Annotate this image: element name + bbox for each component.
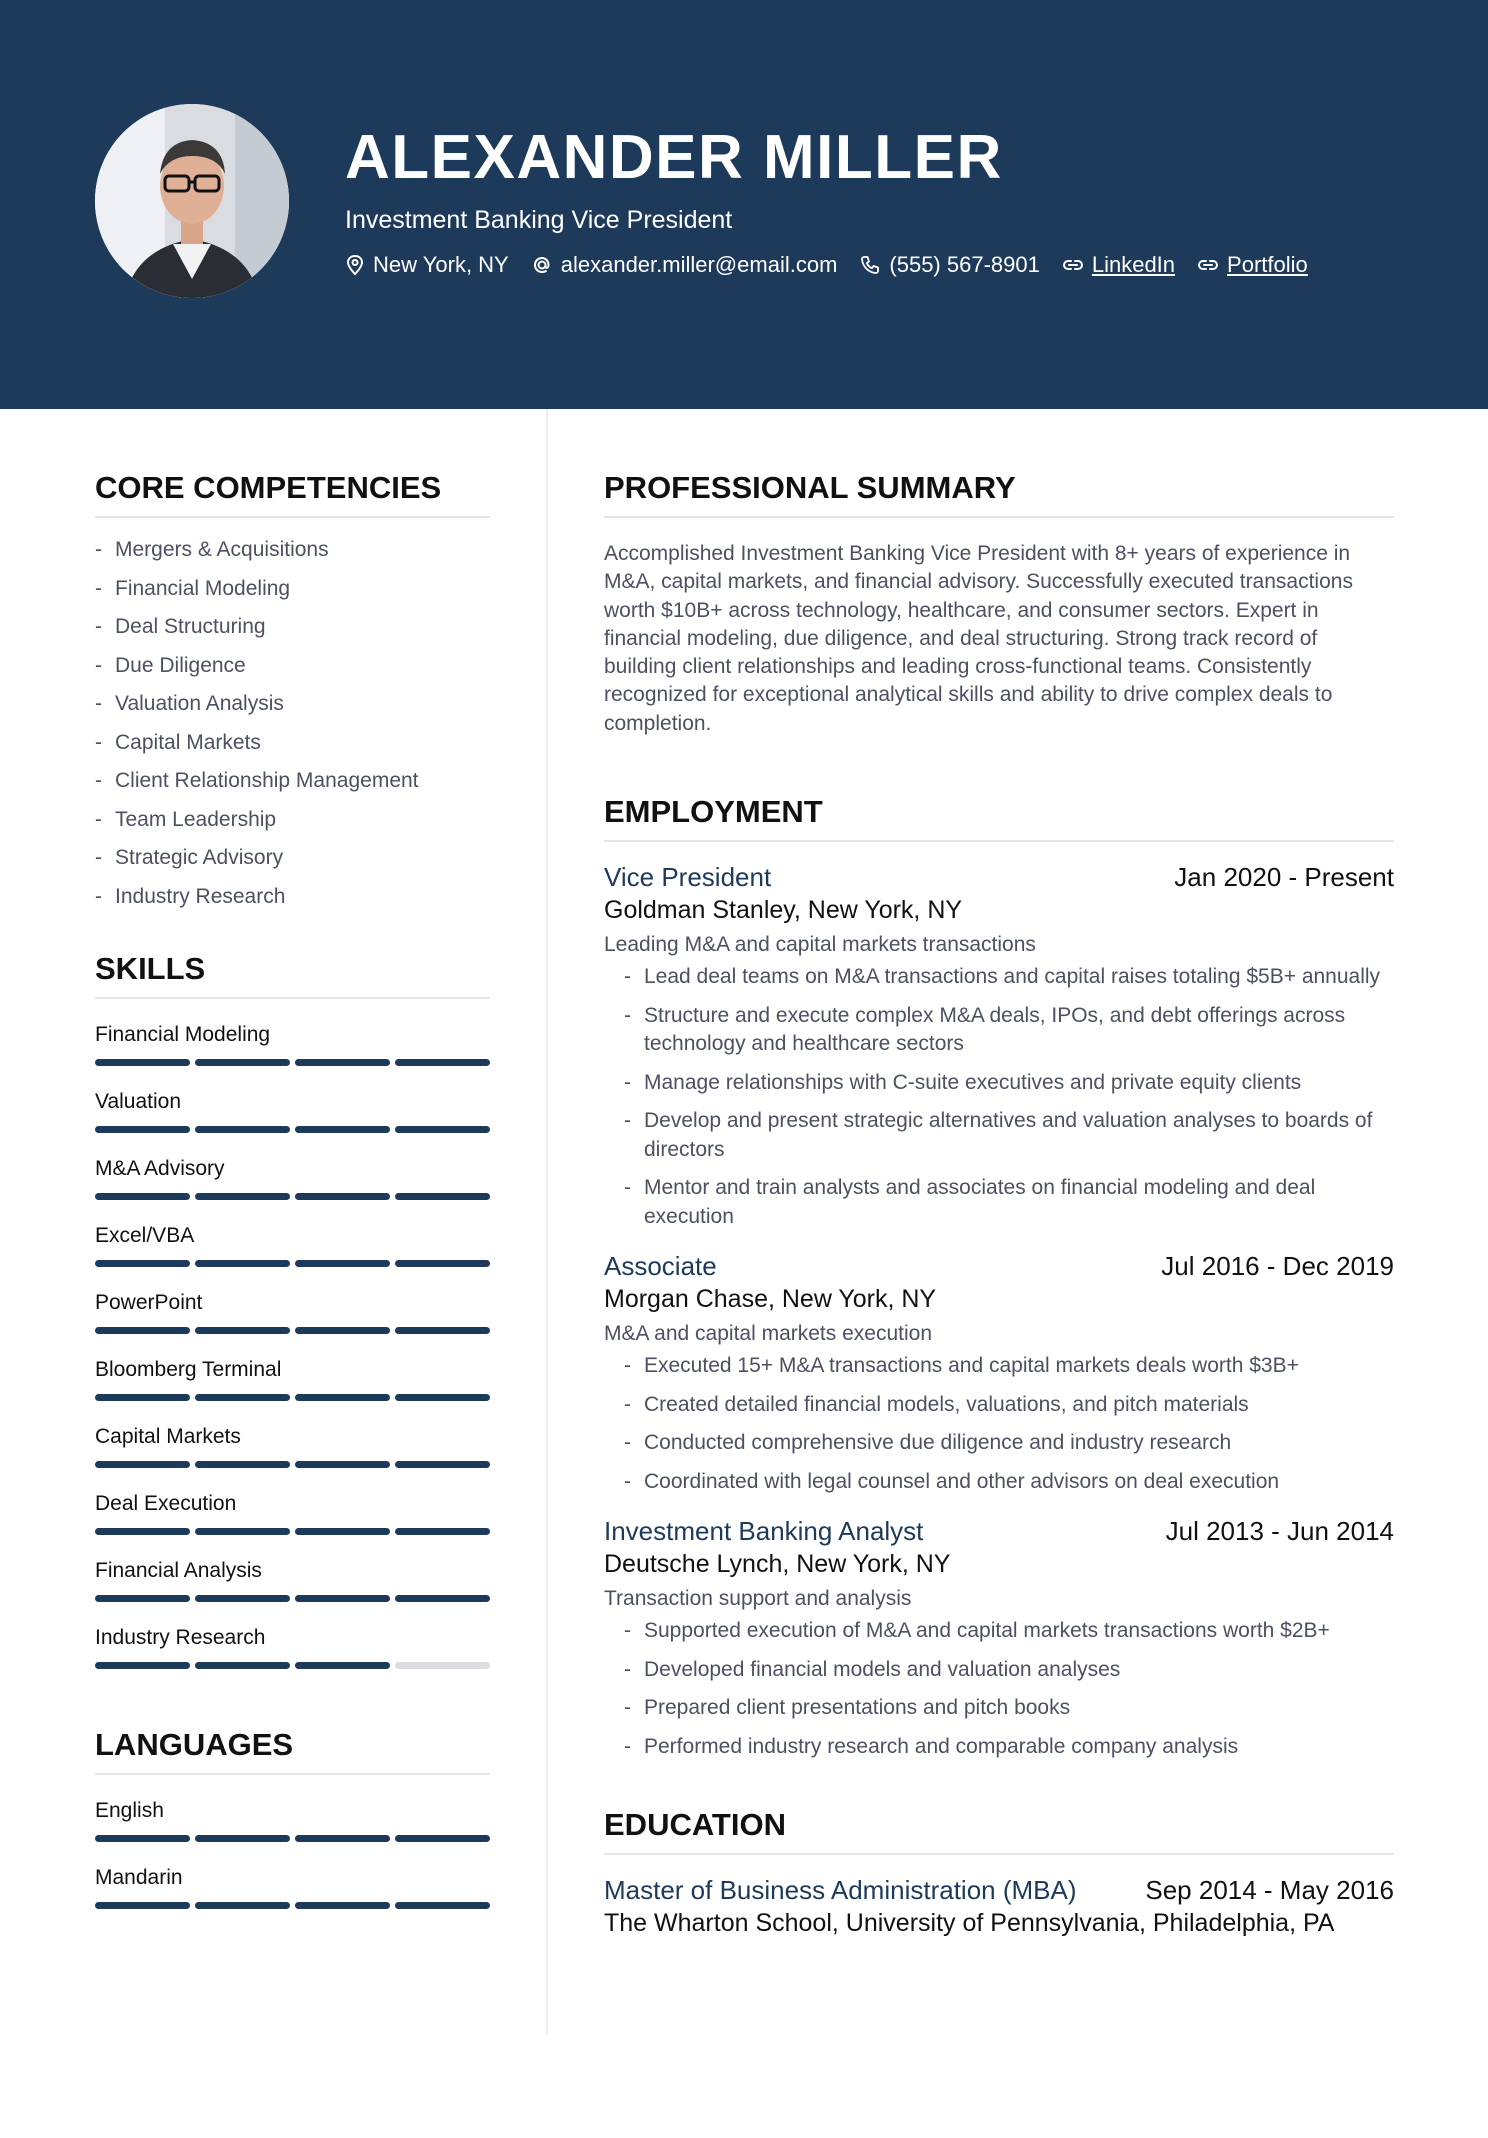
skill-level-bar (95, 1327, 490, 1334)
level-segment-filled (295, 1327, 390, 1334)
location-pin-icon (345, 254, 365, 276)
summary-text: Accomplished Investment Banking Vice President with 8+ years of experience in M&A, capital markets, and financial advisory. Successfully executed transactions worth $10B+ across technology, healthcare, and consumer sectors. Expert in financial modeling, due diligence, and deal structuring. Strong track record of building client relationships and leading cross-functional teams. Consistently recognized for exceptional analytical skills and ability to drive complex deals to completion. (604, 542, 1353, 735)
degree-name: Master of Business Administration (MBA) (604, 1875, 1077, 1906)
list-item: - Manage relationships with C-suite executives and private equity clients (604, 1069, 1394, 1098)
skill-name: Financial Modeling (95, 1023, 271, 1046)
list-item: - Developed financial models and valuation analyses (604, 1656, 1394, 1685)
summary-section (604, 470, 1394, 738)
list-item: - Team Leadership (95, 806, 490, 845)
job-bullets (604, 1617, 1394, 1761)
level-segment-filled (95, 1595, 190, 1602)
skill-level-bar (95, 1260, 490, 1267)
list-item: - Financial Modeling (95, 575, 490, 614)
skill-name: Excel/VBA (95, 1224, 195, 1247)
level-segment-filled (95, 1059, 190, 1066)
level-segment-filled (395, 1595, 490, 1602)
education-header (604, 1875, 1394, 1906)
contact-portfolio[interactable] (1197, 252, 1308, 278)
level-segment-filled (195, 1260, 290, 1267)
profile-photo (95, 104, 289, 298)
level-segment-filled (95, 1662, 190, 1669)
section-title: PROFESSIONAL SUMMARY (604, 470, 1394, 518)
job-company: Morgan Chase, New York, NY (604, 1285, 937, 1314)
education-dates: Sep 2014 - May 2016 (1145, 1875, 1394, 1906)
level-segment-filled (195, 1595, 290, 1602)
level-segment-filled (395, 1193, 490, 1200)
level-segment-filled (395, 1126, 490, 1133)
level-segment-filled (95, 1528, 190, 1535)
level-segment-filled (295, 1662, 390, 1669)
link-icon (1062, 258, 1084, 272)
level-segment-filled (95, 1260, 190, 1267)
language-level-bar (95, 1902, 490, 1909)
skill-level-bar (95, 1394, 490, 1401)
list-item: - Conducted comprehensive due diligence and industry research (604, 1429, 1394, 1458)
job-dates: Jan 2020 - Present (1174, 862, 1394, 893)
section-title: CORE COMPETENCIES (95, 470, 490, 518)
level-segment-filled (95, 1327, 190, 1334)
job-bullets (604, 963, 1394, 1231)
level-segment-filled (295, 1528, 390, 1535)
level-segment-filled (295, 1193, 390, 1200)
list-item: - Prepared client presentations and pitch books (604, 1694, 1394, 1723)
level-segment-filled (295, 1595, 390, 1602)
level-segment-filled (295, 1126, 390, 1133)
avatar (95, 104, 289, 298)
skill-level-bar (95, 1528, 490, 1535)
section-title: LANGUAGES (95, 1727, 490, 1775)
phone-icon (859, 254, 881, 276)
skill-row (95, 1626, 490, 1669)
section-title: SKILLS (95, 951, 490, 999)
skill-name: M&A Advisory (95, 1157, 225, 1180)
job-role: Associate (604, 1251, 717, 1282)
competencies-section (95, 470, 490, 921)
skill-name: PowerPoint (95, 1291, 203, 1314)
level-segment-filled (295, 1260, 390, 1267)
level-segment-filled (195, 1394, 290, 1401)
skill-row (95, 1425, 490, 1468)
candidate-name: ALEXANDER MILLER (345, 123, 1003, 192)
job-entry (604, 1251, 1394, 1496)
skill-row (95, 1157, 490, 1200)
level-segment-filled (395, 1835, 490, 1842)
list-item: - Due Diligence (95, 652, 490, 691)
list-item: - Lead deal teams on M&A transactions and capital raises totaling $5B+ annually (604, 963, 1394, 992)
level-segment-filled (195, 1126, 290, 1133)
skill-name: Deal Execution (95, 1492, 237, 1515)
list-item: - Performed industry research and comparable company analysis (604, 1733, 1394, 1762)
level-segment-filled (95, 1902, 190, 1909)
level-segment-filled (195, 1528, 290, 1535)
list-item: - Strategic Advisory (95, 844, 490, 883)
job-bullets (604, 1352, 1394, 1496)
employment-section (604, 794, 1394, 1761)
level-segment-filled (395, 1461, 490, 1468)
skill-name: Capital Markets (95, 1425, 241, 1448)
skill-level-bar (95, 1059, 490, 1066)
right-column (604, 470, 1394, 1938)
job-company: Deutsche Lynch, New York, NY (604, 1550, 951, 1579)
job-description: Transaction support and analysis (604, 1587, 912, 1611)
list-item: - Develop and present strategic alternatives and valuation analyses to boards of directors (604, 1107, 1394, 1164)
job-role: Vice President (604, 862, 772, 893)
languages-section (95, 1727, 490, 1909)
list-item: - Industry Research (95, 883, 490, 922)
contact-email[interactable] (531, 252, 838, 278)
skill-name: Bloomberg Terminal (95, 1358, 282, 1381)
portfolio-link[interactable]: Portfolio (1227, 252, 1308, 277)
at-sign-icon (531, 254, 553, 276)
language-name: Mandarin (95, 1866, 183, 1889)
level-segment-empty (395, 1662, 490, 1669)
education-section (604, 1807, 1394, 1938)
section-title: EMPLOYMENT (604, 794, 1394, 842)
section-title: EDUCATION (604, 1807, 1394, 1855)
competency-list (95, 536, 490, 921)
skill-row (95, 1224, 490, 1267)
level-segment-filled (195, 1835, 290, 1842)
level-segment-filled (195, 1193, 290, 1200)
level-segment-filled (395, 1059, 490, 1066)
job-header (604, 1516, 1394, 1547)
level-segment-filled (95, 1835, 190, 1842)
job-header (604, 1251, 1394, 1282)
job-header (604, 862, 1394, 893)
level-segment-filled (295, 1835, 390, 1842)
email-text: alexander.miller@email.com (560, 252, 838, 277)
level-segment-filled (95, 1193, 190, 1200)
level-segment-filled (395, 1394, 490, 1401)
list-item: - Valuation Analysis (95, 690, 490, 729)
job-dates: Jul 2013 - Jun 2014 (1165, 1516, 1394, 1547)
skills-section (95, 951, 490, 1669)
list-item: - Executed 15+ M&A transactions and capital markets deals worth $3B+ (604, 1352, 1394, 1381)
skill-name: Financial Analysis (95, 1559, 262, 1582)
job-entry (604, 1516, 1394, 1761)
contact-phone[interactable] (859, 252, 1039, 278)
level-segment-filled (295, 1461, 390, 1468)
level-segment-filled (395, 1528, 490, 1535)
skill-level-bar (95, 1461, 490, 1468)
list-item: - Supported execution of M&A and capital markets transactions worth $2B+ (604, 1617, 1394, 1646)
list-item: - Client Relationship Management (95, 767, 490, 806)
skill-name: Industry Research (95, 1626, 266, 1649)
left-column (95, 470, 490, 1909)
language-level-bar (95, 1835, 490, 1842)
link-icon (1197, 258, 1219, 272)
candidate-title: Investment Banking Vice President (345, 206, 733, 234)
level-segment-filled (195, 1662, 290, 1669)
skill-level-bar (95, 1595, 490, 1602)
header-banner (0, 0, 1488, 409)
skill-row (95, 1559, 490, 1602)
skill-row (95, 1492, 490, 1535)
language-name: English (95, 1799, 164, 1822)
level-segment-filled (195, 1902, 290, 1909)
skill-level-bar (95, 1193, 490, 1200)
level-segment-filled (95, 1126, 190, 1133)
phone-text: (555) 567-8901 (889, 252, 1040, 277)
language-row (95, 1866, 490, 1909)
linkedin-link[interactable]: LinkedIn (1091, 252, 1176, 277)
skill-row (95, 1023, 490, 1066)
level-segment-filled (295, 1059, 390, 1066)
location-text: New York, NY (373, 252, 509, 277)
list-item: - Created detailed financial models, valuations, and pitch materials (604, 1391, 1394, 1420)
contact-location (345, 252, 509, 278)
school-name: The Wharton School, University of Pennsylvania, Philadelphia, PA (604, 1909, 1335, 1938)
level-segment-filled (195, 1461, 290, 1468)
list-item: - Capital Markets (95, 729, 490, 768)
skill-row (95, 1358, 490, 1401)
list-item: - Mentor and train analysts and associates on financial modeling and deal execution (604, 1174, 1394, 1231)
skill-row (95, 1291, 490, 1334)
level-segment-filled (295, 1902, 390, 1909)
list-item: - Mergers & Acquisitions (95, 536, 490, 575)
skill-name: Valuation (95, 1090, 182, 1113)
language-row (95, 1799, 490, 1842)
level-segment-filled (395, 1327, 490, 1334)
level-segment-filled (195, 1059, 290, 1066)
contact-bar (345, 252, 1330, 278)
job-entry (604, 862, 1394, 1231)
contact-linkedin[interactable] (1062, 252, 1175, 278)
level-segment-filled (195, 1327, 290, 1334)
level-segment-filled (95, 1461, 190, 1468)
skill-row (95, 1090, 490, 1133)
skill-level-bar (95, 1126, 490, 1133)
job-description: Leading M&A and capital markets transactions (604, 933, 1036, 957)
skill-level-bar (95, 1662, 490, 1669)
list-item: - Deal Structuring (95, 613, 490, 652)
job-dates: Jul 2016 - Dec 2019 (1161, 1251, 1394, 1282)
level-segment-filled (295, 1394, 390, 1401)
job-company: Goldman Stanley, New York, NY (604, 896, 963, 925)
list-item: - Structure and execute complex M&A deals, IPOs, and debt offerings across technology and healthcare sectors (604, 1002, 1394, 1059)
list-item: - Coordinated with legal counsel and other advisors on deal execution (604, 1468, 1394, 1497)
job-role: Investment Banking Analyst (604, 1516, 924, 1547)
level-segment-filled (395, 1260, 490, 1267)
column-divider (546, 409, 548, 2034)
level-segment-filled (95, 1394, 190, 1401)
job-description: M&A and capital markets execution (604, 1322, 933, 1346)
level-segment-filled (395, 1902, 490, 1909)
